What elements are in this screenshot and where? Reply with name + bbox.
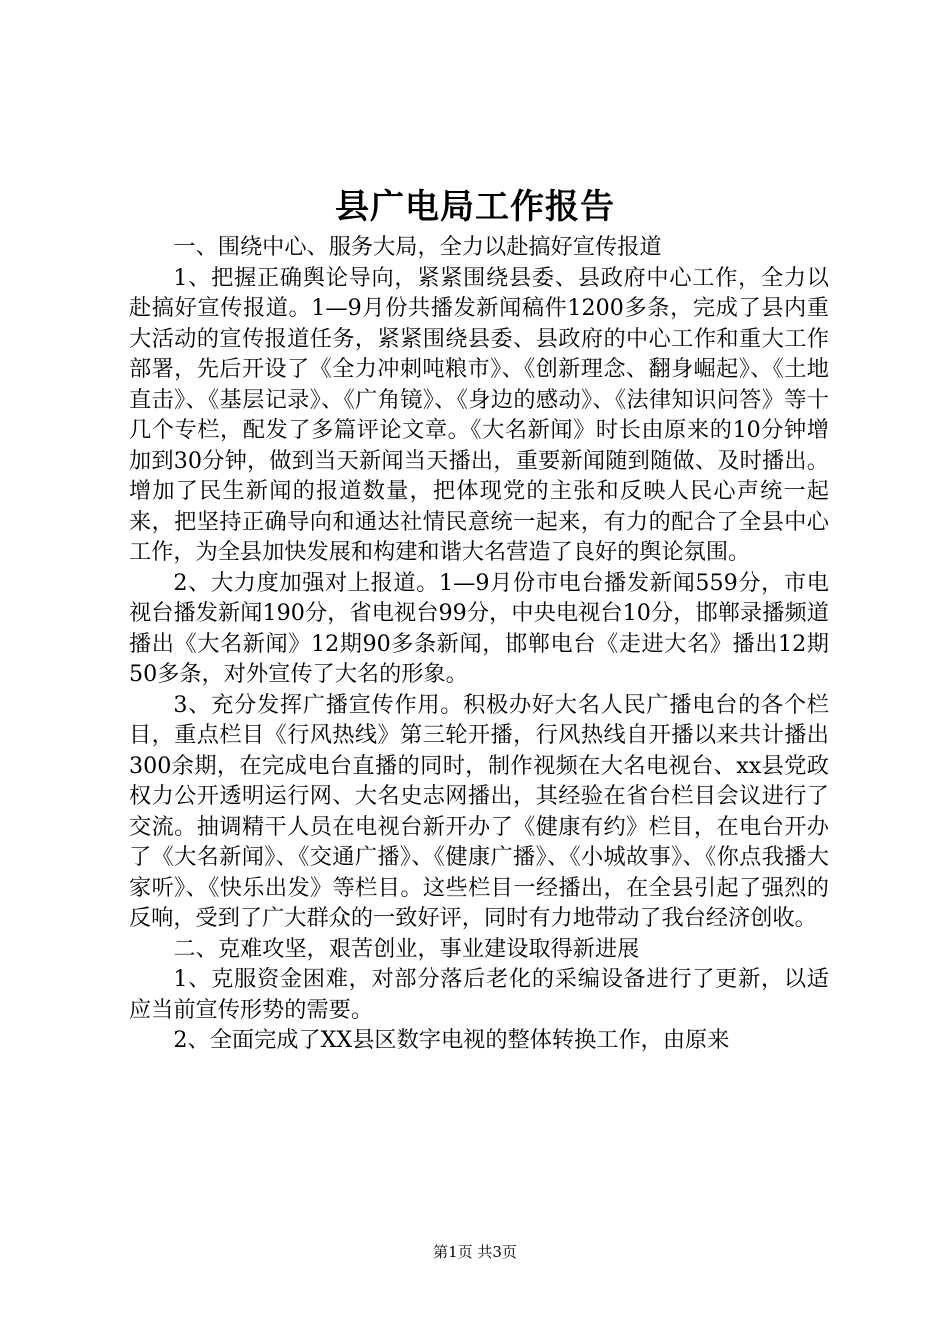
section-heading: 一、围绕中心、服务大局，全力以赴搞好宣传报道 xyxy=(173,234,662,260)
paragraph: 2、大力度加强对上报道。1—9月份市电台播发新闻559分，市电视台播发新闻190分，省电视台99分，中央电视台10分，邯郸录播频道播出《大名新闻》12期90多条新闻，邯郸电台《走进大名》播出12期50多条，对外宣传了大名的形象。 xyxy=(129,569,829,687)
section-heading: 二、克难攻坚，艰苦创业，事业建设取得新进展 xyxy=(173,935,640,962)
paragraph: 1、克服资金困难，对部分落后老化的采编设备进行了更新，以适应当前宣传形势的需要。 xyxy=(129,966,829,1023)
document-body xyxy=(129,232,829,1056)
page-footer: 第1页 共3页 xyxy=(433,1243,517,1261)
paragraph: 3、充分发挥广播宣传作用。积极办好大名人民广播电台的各个栏目，重点栏目《行风热线》第三轮开播，行风热线自开播以来共计播出300余期，在完成电台直播的同时，制作视频在大名电视台、xx县党政权力公开透明运行网、大名史志网播出，其经验在省台栏目会议进行了交流。抽调精干人员在电视台新开办了《健康有约》栏目，在电台开办了《大名新闻》、《交通广播》、《健康广播》、《小城故事》、《你点我播大家听》、《快乐出发》等栏目。这些栏目一经播出，在全县引起了强烈的反响，受到了广大群众的一致好评，同时有力地带动了我台经济创收。 xyxy=(129,691,829,931)
paragraph: 1、把握正确舆论导向，紧紧围绕县委、县政府中心工作，全力以赴搞好宣传报道。1—9月份共播发新闻稿件1200多条，完成了县内重大活动的宣传报道任务，紧紧围绕县委、县政府的中心工作和重大工作部署，先后开设了《全力冲刺吨粮市》、《创新理念、翻身崛起》、《土地直击》、《基层记录》、《广角镜》、《身边的感动》、《法律知识问答》等十几个专栏，配发了多篇评论文章。《大名新闻》时长由原来的10分钟增加到30分钟，做到当天新闻当天播出，重要新闻随到随做、及时播出。增加了民生新闻的报道数量，把体现党的主张和反映人民心声统一起来，把坚持正确导向和通达社情民意统一起来，有力的配合了全县中心工作，为全县加快发展和构建和谐大名营造了良好的舆论氛围。 xyxy=(129,264,829,565)
paragraph: 2、全面完成了XX县区数字电视的整体转换工作，由原来 xyxy=(173,1027,730,1053)
document-title: 县广电局工作报告 xyxy=(335,187,615,227)
